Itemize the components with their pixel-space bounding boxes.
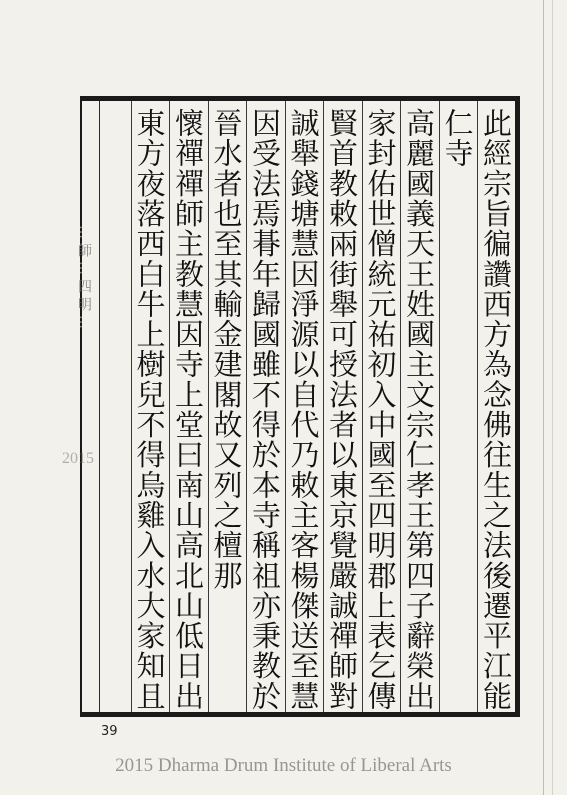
text-column: 因受法焉朞年歸國雖不得於本寺稱祖亦秉教於: [248, 108, 282, 711]
column-rule: [285, 101, 286, 712]
text-column: 東方夜落西白牛上樹兒不得烏雞入水大家知且: [132, 108, 167, 711]
watermark-institute: 2015 Dharma Drum Institute of Liberal Arts: [115, 755, 452, 776]
column-rule: [323, 101, 324, 712]
frame-inner-rule: [99, 101, 100, 712]
gutter-text: …師…四明…: [76, 225, 92, 333]
column-rule: [246, 101, 247, 712]
column-rule: [477, 101, 478, 712]
text-column: 誠舉錢塘慧因淨源以自代乃敕主客楊傑送至慧: [286, 108, 321, 711]
text-column: 賢首教敕兩街舉可授法者以東京覺嚴誠禪師對: [325, 108, 359, 711]
text-column: 高麗國義天王姓國主文宗仁孝王第四子辭榮出: [402, 108, 436, 711]
column-rule: [169, 101, 170, 712]
page-edge-line-outer: [552, 0, 553, 795]
text-column: 仁寺: [440, 108, 475, 169]
column-rule: [208, 101, 209, 712]
text-column: 晉水者也至其輸金建閣故又列之檀那: [209, 108, 244, 591]
page-edge-line: [543, 0, 544, 795]
column-rule: [400, 101, 401, 712]
column-rule: [131, 101, 132, 712]
watermark-year: 2015: [62, 450, 94, 467]
page-number: 39: [101, 724, 118, 739]
text-column: 懷禪禪師主教慧因寺上堂曰南山高北山低日出: [171, 108, 205, 711]
text-column: 此經宗旨徧讚西方為念佛往生之法後遷平江能: [479, 108, 513, 711]
text-column: 家封佑世僧統元祐初入中國至四明郡上表乞傳: [363, 108, 398, 711]
column-rule: [439, 101, 440, 712]
column-rule: [362, 101, 363, 712]
